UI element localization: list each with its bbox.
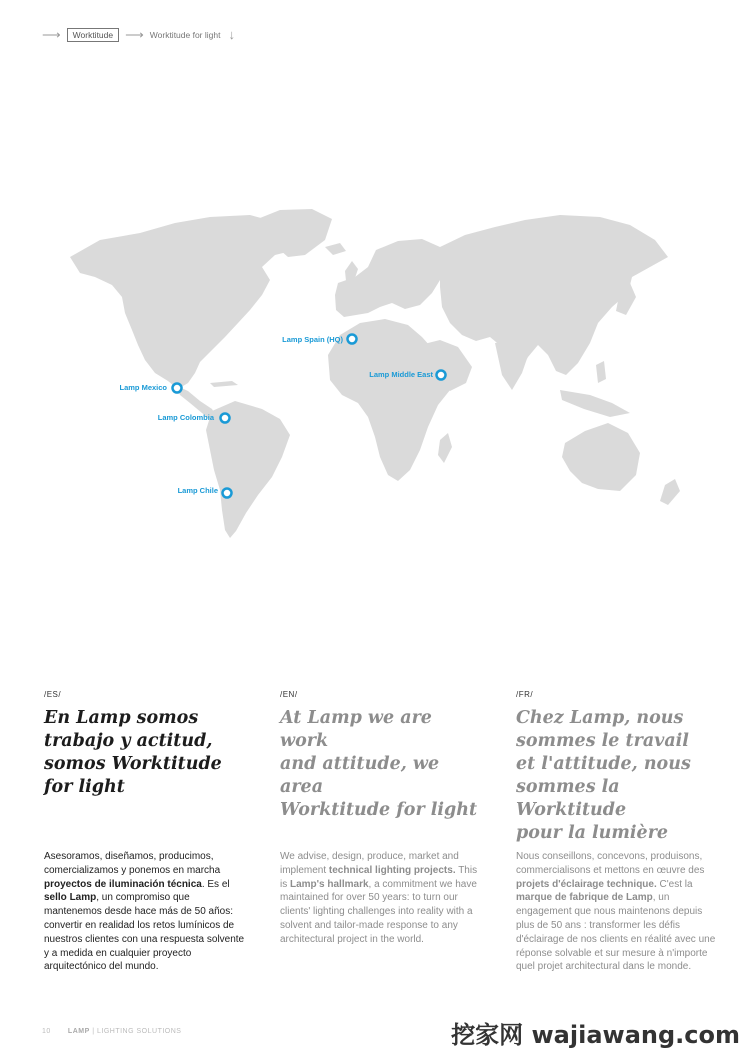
- body-segment: . Es el: [201, 878, 230, 890]
- southeast-asia-shape: [560, 390, 630, 417]
- language-tag: /FR/: [516, 690, 534, 699]
- headline-line: somos Worktitude: [44, 754, 222, 774]
- arrow-down-icon: ↓: [228, 27, 235, 42]
- body-emphasis: sello Lamp: [44, 892, 97, 904]
- map-marker-ring: [221, 414, 230, 423]
- body-segment: This is: [280, 864, 478, 890]
- headline: [44, 707, 249, 799]
- body-segment: , a commitment we have maintained for over 50 years: to turn our clients' lighting challenges into reality with a solvent and tailor-made response to any architectural project in the world.: [280, 878, 477, 945]
- footer-separator: |: [92, 1028, 95, 1035]
- headline-line: and attitude, we area: [280, 754, 440, 797]
- column-french: [516, 690, 721, 973]
- watermark: 挖家网 wajiawang.com: [451, 1021, 740, 1049]
- headline: [280, 707, 485, 822]
- headline-line: sommes la Worktitude: [516, 777, 627, 820]
- map-marker-ring: [437, 371, 446, 380]
- caribbean-shape: [210, 381, 238, 387]
- madagascar-shape: [438, 433, 452, 463]
- headline: [516, 707, 721, 845]
- philippines-shape: [596, 361, 606, 383]
- map-marker-mexico[interactable]: [119, 383, 181, 393]
- iceland-shape: [325, 243, 346, 255]
- body-segment: , un engagement que nous maintenons depuis plus de 50 ans : transformer les défis d'éclairage de nos clients en réalité avec une réponse solvable et sur mesure à n'importe quel projet architectural dans le monde.: [516, 892, 716, 973]
- body-text: [516, 850, 721, 974]
- breadcrumb: [42, 27, 235, 42]
- body-emphasis: projets d'éclairage technique.: [516, 878, 657, 890]
- map-location-label: Lamp Middle East: [369, 370, 433, 379]
- body-emphasis: technical lighting projects.: [328, 864, 456, 876]
- body-emphasis: proyectos de iluminación técnica: [44, 878, 202, 890]
- headline-line: pour la lumière: [516, 823, 669, 843]
- headline-line: trabajo y actitud,: [44, 731, 213, 751]
- australia-shape: [562, 423, 640, 491]
- map-location-label: Lamp Colombia: [157, 413, 214, 422]
- footer-brand: LAMP: [67, 1028, 90, 1035]
- language-tag: /EN/: [280, 690, 298, 699]
- map-marker-ring: [223, 489, 232, 498]
- map-location-label: Lamp Spain (HQ): [282, 335, 343, 344]
- arrow-right-icon: ⟶: [42, 27, 61, 42]
- language-tag: /ES/: [44, 690, 62, 699]
- world-map: [0, 195, 750, 555]
- body-segment: C'est la: [656, 878, 693, 890]
- column-english: [280, 690, 485, 945]
- body-segment: We advise, design, produce, market and implement: [280, 851, 459, 876]
- map-location-label: Lamp Mexico: [119, 383, 167, 392]
- page-number: 10: [42, 1028, 51, 1035]
- page-footer: [42, 1028, 181, 1035]
- north-america-shape: [70, 215, 300, 389]
- body-segment: , un compromiso que mantenemos desde hace más de 50 años: convertir en realidad los retos lumínicos de nuestros clientes con una respuesta solvente y a medida en cualquier proyecto arquitectónico del mundo.: [44, 892, 245, 973]
- footer-section: LIGHTING SOLUTIONS: [97, 1028, 182, 1035]
- body-emphasis: Lamp's hallmark: [290, 878, 369, 890]
- breadcrumb-current[interactable]: Worktitude: [67, 28, 119, 42]
- body-text: [44, 850, 249, 974]
- south-america-shape: [206, 401, 290, 538]
- map-marker-ring: [173, 384, 182, 393]
- column-spanish: [44, 690, 249, 973]
- headline-line: Worktitude for light: [280, 800, 478, 820]
- arrow-right-icon: ⟶: [125, 27, 144, 42]
- headline-line: sommes le travail: [516, 731, 689, 751]
- india-shape: [495, 340, 530, 390]
- headline-line: et l'attitude, nous: [516, 754, 691, 774]
- headline-line: Chez Lamp, nous: [516, 708, 684, 728]
- map-location-label: Lamp Chile: [177, 486, 218, 495]
- headline-line: for light: [44, 777, 125, 797]
- body-segment: Asesoramos, diseñamos, producimos, comercializamos y ponemos en marcha: [44, 851, 221, 876]
- map-marker-ring: [348, 335, 357, 344]
- headline-line: At Lamp we are work: [280, 708, 432, 751]
- body-emphasis: marque de fabrique de Lamp: [516, 892, 653, 904]
- new-zealand-shape: [660, 479, 680, 505]
- body-text: [280, 850, 485, 947]
- breadcrumb-next[interactable]: Worktitude for light: [149, 29, 221, 40]
- headline-line: En Lamp somos: [44, 708, 199, 728]
- body-segment: Nous conseillons, concevons, produisons, commercialisons et mettons en œuvre des: [516, 851, 705, 876]
